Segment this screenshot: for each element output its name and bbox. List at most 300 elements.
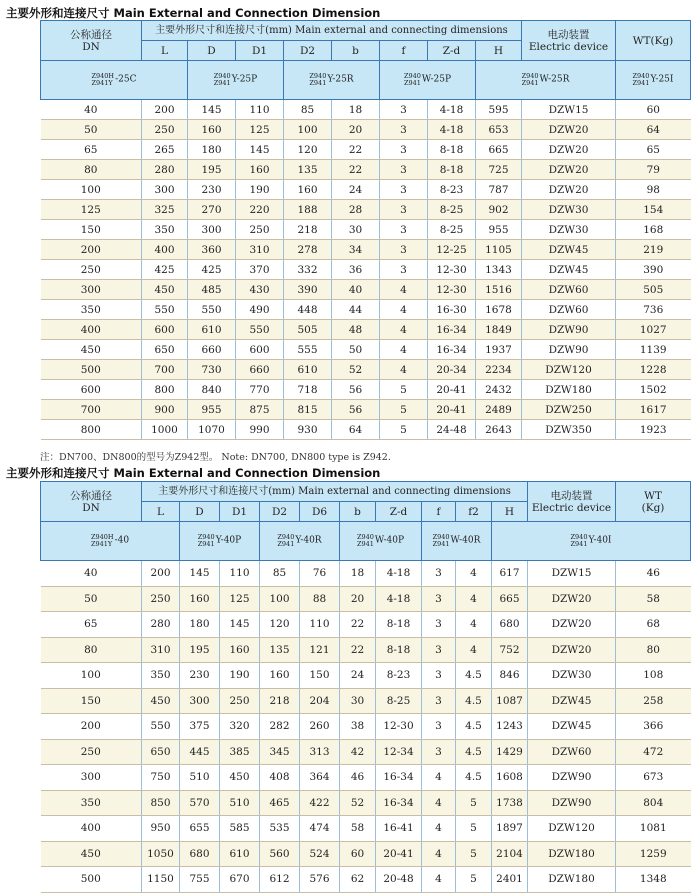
table-cell: 390: [616, 260, 691, 280]
table-cell: 85: [260, 561, 300, 587]
table-cell: 12-30: [376, 714, 422, 740]
table-cell: 50: [41, 586, 142, 612]
table-cell: 5: [380, 400, 428, 420]
table-cell: 58: [616, 586, 691, 612]
table-cell: 450: [220, 765, 260, 791]
table-cell: 5: [456, 867, 492, 893]
table-cell: 5: [456, 790, 492, 816]
column-header: D1: [220, 502, 260, 522]
table-row: [41, 100, 691, 120]
table-cell: 100: [260, 586, 300, 612]
table-cell: 3: [380, 200, 428, 220]
table-cell: 80: [41, 637, 142, 663]
table-cell: 160: [260, 663, 300, 689]
table-cell: 4: [380, 300, 428, 320]
table-cell: DZW180: [528, 867, 616, 893]
model-prefix-top: Z940: [403, 72, 421, 80]
table-cell: DZW250: [522, 400, 616, 420]
table-cell: 16-41: [376, 816, 422, 842]
model-prefix-bottom: Z941: [309, 79, 327, 87]
table-cell: 1105: [476, 240, 522, 260]
model-suffix: Y-40I: [588, 535, 612, 546]
table1-title: 主要外形和连接尺寸 Main External and Connection Dimension: [6, 6, 381, 20]
model-prefix-bottom: Z941: [570, 540, 588, 548]
table-cell: 300: [41, 280, 142, 300]
table-row: [41, 300, 691, 320]
table-cell: 8-18: [428, 160, 476, 180]
table-cell: 64: [616, 120, 691, 140]
table-cell: 650: [142, 340, 188, 360]
table-cell: 1516: [476, 280, 522, 300]
table-cell: 535: [260, 816, 300, 842]
table-cell: 80: [616, 637, 691, 663]
table-cell: 52: [332, 360, 380, 380]
model-code: [41, 61, 188, 100]
table-row: [41, 714, 691, 740]
table-cell: 2104: [492, 841, 528, 867]
table-cell: 585: [220, 816, 260, 842]
table-cell: 900: [142, 400, 188, 420]
table-cell: 4-18: [428, 100, 476, 120]
table-cell: 360: [188, 240, 236, 260]
table-cell: 474: [300, 816, 340, 842]
table-cell: 20: [340, 586, 376, 612]
table-cell: 425: [142, 260, 188, 280]
table-cell: 50: [41, 120, 142, 140]
column-header: D2: [260, 502, 300, 522]
model-prefix-top: Z940H: [90, 533, 114, 541]
table-cell: DZW180: [522, 380, 616, 400]
table-row: [41, 380, 691, 400]
table-cell: 1849: [476, 320, 522, 340]
table-cell: 955: [476, 220, 522, 240]
table-cell: 154: [616, 200, 691, 220]
table-cell: 1027: [616, 320, 691, 340]
table-cell: 8-23: [428, 180, 476, 200]
table-cell: 2489: [476, 400, 522, 420]
table-cell: 265: [142, 140, 188, 160]
table-cell: 1608: [492, 765, 528, 791]
table-cell: 8-25: [428, 220, 476, 240]
table-row: [41, 867, 691, 893]
table-cell: 350: [41, 790, 142, 816]
table-cell: 3: [422, 637, 456, 663]
table-cell: 8-18: [376, 612, 422, 638]
table-cell: 8-23: [376, 663, 422, 689]
table-cell: 12-30: [428, 280, 476, 300]
table-cell: 145: [188, 100, 236, 120]
table-cell: DZW90: [522, 320, 616, 340]
table-cell: 800: [142, 380, 188, 400]
table-cell: 4: [380, 320, 428, 340]
model-prefix-top: Z940: [432, 533, 450, 541]
table-cell: 422: [300, 790, 340, 816]
table-row: [41, 612, 691, 638]
table-cell: 250: [142, 120, 188, 140]
table-cell: 125: [41, 200, 142, 220]
table-cell: 200: [142, 100, 188, 120]
table-cell: 4: [380, 280, 428, 300]
column-header: L: [142, 502, 180, 522]
table-cell: 278: [284, 240, 332, 260]
table-cell: 800: [41, 420, 142, 440]
table-cell: 550: [188, 300, 236, 320]
table-row: [41, 220, 691, 240]
table-cell: 4.5: [456, 688, 492, 714]
table-cell: 500: [41, 360, 142, 380]
table-cell: 180: [180, 612, 220, 638]
table-cell: 4: [422, 816, 456, 842]
table-cell: 5: [456, 841, 492, 867]
table-cell: 56: [332, 400, 380, 420]
table-cell: 8-25: [428, 200, 476, 220]
model-prefix-top: Z940H: [91, 72, 115, 80]
table-cell: DZW45: [522, 240, 616, 260]
table-cell: 850: [142, 790, 180, 816]
table-cell: 840: [188, 380, 236, 400]
table-cell: 680: [180, 841, 220, 867]
table-cell: 600: [236, 340, 284, 360]
table-cell: 180: [188, 140, 236, 160]
table-cell: 88: [300, 586, 340, 612]
table-row: [41, 280, 691, 300]
table-cell: 121: [300, 637, 340, 663]
table-cell: 617: [492, 561, 528, 587]
table-cell: 4-18: [428, 120, 476, 140]
table-cell: 230: [180, 663, 220, 689]
table-cell: 400: [41, 320, 142, 340]
table-row: [41, 663, 691, 689]
model-code: [260, 522, 340, 561]
table-cell: 3: [380, 180, 428, 200]
table-cell: 450: [142, 280, 188, 300]
table-row: [41, 586, 691, 612]
table-cell: 4-18: [376, 561, 422, 587]
table-cell: 8-18: [428, 140, 476, 160]
table-cell: DZW20: [528, 637, 616, 663]
table-cell: 570: [180, 790, 220, 816]
table-cell: 28: [332, 200, 380, 220]
table-cell: 1050: [142, 841, 180, 867]
model-suffix: Y-25R: [327, 74, 354, 85]
table-cell: 550: [236, 320, 284, 340]
table-row: [41, 140, 691, 160]
table-cell: 425: [188, 260, 236, 280]
table-cell: 313: [300, 739, 340, 765]
table2-title: 主要外形和连接尺寸 Main External and Connection Dimension: [6, 466, 381, 480]
table-cell: 204: [300, 688, 340, 714]
table-cell: 610: [284, 360, 332, 380]
table-cell: 46: [340, 765, 376, 791]
table-cell: 3: [422, 612, 456, 638]
table-cell: 168: [616, 220, 691, 240]
table-cell: 370: [236, 260, 284, 280]
table-cell: 320: [220, 714, 260, 740]
model-suffix: -40: [114, 535, 130, 546]
table-cell: 125: [236, 120, 284, 140]
model-code: [180, 522, 260, 561]
table-cell: 730: [188, 360, 236, 380]
table-cell: 465: [260, 790, 300, 816]
dn-header: 公称通径 DN: [41, 21, 142, 61]
table-cell: DZW120: [528, 816, 616, 842]
table-cell: 16-34: [428, 340, 476, 360]
table-cell: 930: [284, 420, 332, 440]
table-cell: 2643: [476, 420, 522, 440]
table-cell: 250: [41, 260, 142, 280]
table-cell: 20-48: [376, 867, 422, 893]
table-cell: 560: [260, 841, 300, 867]
table-cell: 62: [340, 867, 376, 893]
table-cell: 125: [220, 586, 260, 612]
table-cell: 65: [41, 612, 142, 638]
table-cell: 364: [300, 765, 340, 791]
table-cell: 4: [422, 790, 456, 816]
model-prefix-bottom: Z941: [632, 79, 650, 87]
table-cell: 1243: [492, 714, 528, 740]
table-cell: 680: [492, 612, 528, 638]
table-cell: 22: [332, 160, 380, 180]
table-cell: 250: [41, 739, 142, 765]
table-cell: 3: [380, 140, 428, 160]
table-row: [41, 688, 691, 714]
model-prefix-bottom: Z941: [356, 540, 374, 548]
table-cell: 150: [41, 688, 142, 714]
table-cell: 505: [616, 280, 691, 300]
table-cell: 1937: [476, 340, 522, 360]
column-header: H: [492, 502, 528, 522]
table-cell: 79: [616, 160, 691, 180]
table-cell: 24: [332, 180, 380, 200]
table-cell: 510: [220, 790, 260, 816]
table-cell: 665: [492, 586, 528, 612]
table-cell: 400: [41, 816, 142, 842]
table-cell: DZW350: [522, 420, 616, 440]
table-cell: 52: [340, 790, 376, 816]
column-header: D1: [236, 41, 284, 61]
table-cell: 12-30: [428, 260, 476, 280]
table-cell: 250: [220, 688, 260, 714]
model-prefix-bottom: Z941: [277, 540, 295, 548]
table-cell: 612: [260, 867, 300, 893]
table-cell: 1617: [616, 400, 691, 420]
table-cell: 190: [220, 663, 260, 689]
table-row: [41, 637, 691, 663]
table-cell: 770: [236, 380, 284, 400]
model-prefix-bottom: Z941: [432, 540, 450, 548]
table-cell: 3: [422, 586, 456, 612]
table-cell: 725: [476, 160, 522, 180]
table-cell: 500: [41, 867, 142, 893]
table-cell: 12-25: [428, 240, 476, 260]
model-code: [340, 522, 422, 561]
table-cell: 804: [616, 790, 691, 816]
table-cell: 160: [284, 180, 332, 200]
table-cell: 653: [476, 120, 522, 140]
table-cell: DZW30: [528, 663, 616, 689]
column-header: b: [332, 41, 380, 61]
table-cell: 18: [332, 100, 380, 120]
table-cell: 1348: [616, 867, 691, 893]
table-cell: 610: [220, 841, 260, 867]
table-cell: 448: [284, 300, 332, 320]
table-note: 注：DN700、DN800的型号为Z942型。 Note: DN700, DN800 type is Z942.: [40, 452, 391, 463]
table-cell: 350: [142, 663, 180, 689]
table-cell: 2401: [492, 867, 528, 893]
table-cell: 1429: [492, 739, 528, 765]
table-cell: 195: [180, 637, 220, 663]
model-prefix-top: Z940: [213, 72, 231, 80]
table-cell: 595: [476, 100, 522, 120]
table-cell: 673: [616, 765, 691, 791]
table-cell: 5: [456, 816, 492, 842]
table-cell: 18: [340, 561, 376, 587]
table-cell: 576: [300, 867, 340, 893]
table-cell: 4.5: [456, 714, 492, 740]
column-header: L: [142, 41, 188, 61]
table-cell: 550: [142, 714, 180, 740]
table-cell: 950: [142, 816, 180, 842]
table-cell: 22: [332, 140, 380, 160]
model-prefix-top: Z940: [356, 533, 374, 541]
column-header: f: [422, 502, 456, 522]
table-cell: 490: [236, 300, 284, 320]
actuator-header: 电动装置 Electric device: [528, 482, 616, 522]
table-cell: 22: [340, 612, 376, 638]
table-row: [41, 765, 691, 791]
table-cell: 4: [380, 340, 428, 360]
table-cell: 100: [284, 120, 332, 140]
model-prefix-bottom: Z941: [197, 540, 215, 548]
table-cell: 145: [236, 140, 284, 160]
table-row: [41, 400, 691, 420]
table-cell: 670: [220, 867, 260, 893]
table-cell: 846: [492, 663, 528, 689]
weight-header: WT (Kg): [616, 482, 691, 522]
table-cell: 1081: [616, 816, 691, 842]
table-cell: 280: [142, 160, 188, 180]
table-cell: 8-25: [376, 688, 422, 714]
table-cell: 20: [332, 120, 380, 140]
table-cell: 555: [284, 340, 332, 360]
table-row: [41, 260, 691, 280]
table-cell: 4.5: [456, 739, 492, 765]
table-cell: 42: [340, 739, 376, 765]
table-cell: 1087: [492, 688, 528, 714]
table-cell: DZW15: [522, 100, 616, 120]
table-cell: DZW20: [528, 612, 616, 638]
table-cell: 600: [41, 380, 142, 400]
model-suffix: W-40P: [374, 535, 405, 546]
table-cell: 4: [380, 360, 428, 380]
table-cell: 3: [380, 220, 428, 240]
table-cell: DZW15: [528, 561, 616, 587]
table-row: [41, 160, 691, 180]
column-header: Z-d: [428, 41, 476, 61]
table-cell: 12-34: [376, 739, 422, 765]
table-cell: DZW30: [522, 220, 616, 240]
table-cell: 430: [236, 280, 284, 300]
table-cell: 30: [340, 688, 376, 714]
table-cell: 34: [332, 240, 380, 260]
model-prefix-top: Z940: [197, 533, 215, 541]
table-cell: 650: [142, 739, 180, 765]
table-row: [41, 790, 691, 816]
table-cell: 40: [41, 561, 142, 587]
table-cell: 1259: [616, 841, 691, 867]
table-cell: DZW20: [522, 120, 616, 140]
table-cell: 1502: [616, 380, 691, 400]
model-prefix-bottom: Z941: [403, 79, 421, 87]
table-cell: 20-41: [428, 380, 476, 400]
table-cell: 445: [180, 739, 220, 765]
table-cell: 24-48: [428, 420, 476, 440]
table-cell: 20-34: [428, 360, 476, 380]
table-cell: 135: [284, 160, 332, 180]
table-cell: DZW60: [528, 739, 616, 765]
table-cell: 3: [422, 663, 456, 689]
table-cell: 550: [142, 300, 188, 320]
table-cell: 750: [142, 765, 180, 791]
table-cell: 282: [260, 714, 300, 740]
table-cell: 65: [616, 140, 691, 160]
table-cell: 1897: [492, 816, 528, 842]
table-cell: 8-18: [376, 637, 422, 663]
table-cell: 3: [422, 688, 456, 714]
table-cell: 485: [188, 280, 236, 300]
table-cell: 220: [236, 200, 284, 220]
table-cell: 85: [284, 100, 332, 120]
table-cell: 4: [456, 637, 492, 663]
table-cell: 3: [380, 240, 428, 260]
model-prefix-bottom: Z941: [521, 79, 539, 87]
table-cell: 230: [188, 180, 236, 200]
table-cell: 195: [188, 160, 236, 180]
table-cell: 100: [41, 180, 142, 200]
table-cell: 1738: [492, 790, 528, 816]
dimension-table-25: [40, 20, 691, 440]
table-cell: 1678: [476, 300, 522, 320]
table-cell: 332: [284, 260, 332, 280]
table-cell: 250: [142, 586, 180, 612]
model-suffix: W-25R: [539, 74, 570, 85]
table-cell: 472: [616, 739, 691, 765]
table-cell: 160: [180, 586, 220, 612]
model-code: [616, 61, 691, 100]
table-cell: 3: [380, 160, 428, 180]
table-cell: 2432: [476, 380, 522, 400]
table-cell: 450: [142, 688, 180, 714]
table-cell: 200: [41, 240, 142, 260]
table-cell: 990: [236, 420, 284, 440]
table-cell: 270: [188, 200, 236, 220]
table-cell: 200: [41, 714, 142, 740]
table-cell: 60: [616, 100, 691, 120]
table-row: [41, 340, 691, 360]
table-cell: 4: [456, 561, 492, 587]
table-cell: 450: [41, 340, 142, 360]
table-cell: 20-41: [428, 400, 476, 420]
dims-header: 主要外形尺寸和连接尺寸(mm) Main external and connecting dimensions: [142, 21, 522, 41]
table-cell: 100: [41, 663, 142, 689]
model-suffix: Y-25P: [231, 74, 258, 85]
table-cell: 110: [300, 612, 340, 638]
table-cell: 1139: [616, 340, 691, 360]
table-cell: 20-41: [376, 841, 422, 867]
model-code: [492, 522, 691, 561]
table-cell: 1070: [188, 420, 236, 440]
table-cell: 60: [340, 841, 376, 867]
